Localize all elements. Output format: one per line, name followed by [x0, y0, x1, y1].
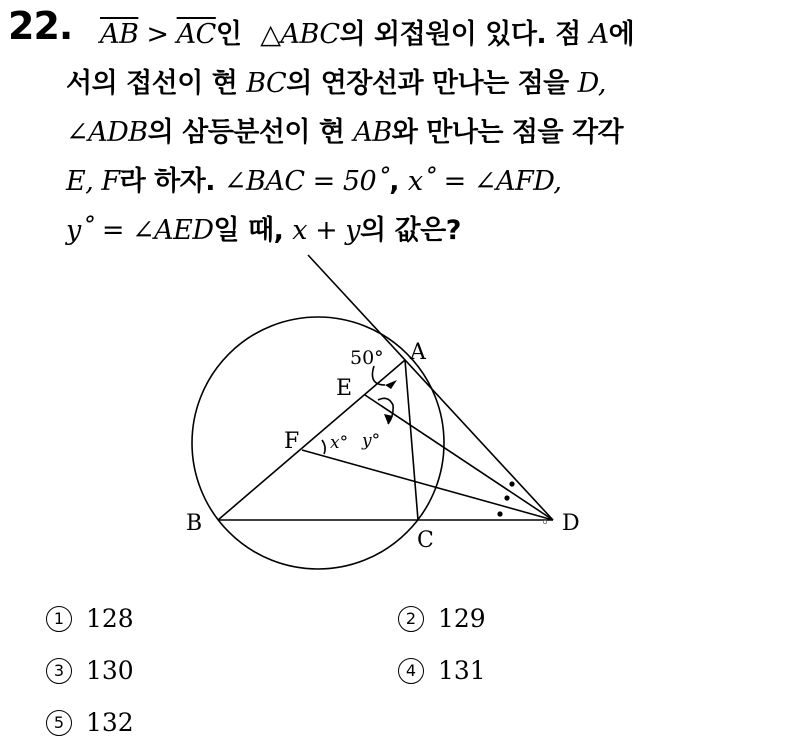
choice-5[interactable] — [46, 708, 134, 737]
label-c: C — [417, 528, 434, 553]
text: 인 — [215, 19, 251, 50]
choice-mark-5: 5 — [46, 710, 72, 736]
center-mark — [543, 520, 546, 523]
text: 일 때, — [213, 215, 293, 246]
angle-x-arc — [322, 440, 325, 454]
label-a: A — [410, 340, 426, 365]
label-e: E — [336, 376, 353, 401]
text: 서의 접선이 현 — [66, 68, 247, 99]
choice-4[interactable] — [398, 656, 486, 685]
angle-bac-eq: ∠BAC = 50˚ — [223, 166, 390, 197]
choice-value: 131 — [438, 656, 486, 685]
label-b: B — [186, 511, 203, 536]
text: 의 값은? — [360, 215, 461, 246]
point-a: A — [589, 19, 609, 50]
point-d: D, — [577, 68, 606, 99]
label-angle-50: 50° — [350, 347, 384, 369]
choice-value: 130 — [86, 656, 134, 685]
choice-value: 129 — [438, 604, 486, 633]
trisect-dot-3 — [497, 511, 502, 516]
choice-1[interactable] — [46, 604, 134, 633]
angle-y-arc — [378, 398, 393, 424]
choice-value: 128 — [86, 604, 134, 633]
choice-value: 132 — [86, 708, 134, 737]
chord-ac-line — [405, 360, 418, 520]
trisector-df — [302, 450, 553, 520]
choice-mark-2: 2 — [398, 606, 424, 632]
text: 의 연장선과 만나는 점을 — [286, 68, 578, 99]
label-angle-y: y° — [362, 431, 381, 451]
segment-ab: $\overline{AB}$ — [100, 19, 139, 50]
question-number: 22. — [8, 4, 73, 48]
angle-adb: ∠ADB — [66, 117, 148, 148]
greater-than: > — [138, 19, 177, 50]
circumcircle — [192, 317, 444, 569]
choice-3[interactable] — [46, 656, 134, 685]
label-f: F — [284, 429, 300, 454]
y-eq-aed: y˚ = ∠AED — [66, 215, 214, 246]
points-ef: E, F — [66, 166, 120, 197]
text: 의 외접원이 있다. 점 — [339, 19, 590, 50]
segment-ac: $\overline{AC}$ — [176, 19, 216, 50]
text: 라 하자. — [119, 166, 224, 197]
choice-2[interactable] — [398, 604, 486, 633]
x-plus-y: x + y — [292, 215, 361, 246]
chord-bc: BC — [246, 68, 287, 99]
label-angle-x: x° — [330, 433, 349, 453]
text: , — [389, 166, 408, 197]
chord-ab: AB — [353, 117, 392, 148]
x-eq-afd: x˚ = ∠AFD, — [407, 166, 562, 197]
text: 에 — [608, 19, 635, 50]
choice-mark-3: 3 — [46, 658, 72, 684]
trisect-dot-1 — [509, 481, 514, 486]
label-d: D — [562, 511, 580, 536]
choice-mark-4: 4 — [398, 658, 424, 684]
arrow-50-icon — [385, 380, 397, 389]
choice-mark-1: 1 — [46, 606, 72, 632]
text: 의 삼등분선이 현 — [147, 117, 354, 148]
triangle-abc: △ABC — [260, 19, 340, 50]
text: 와 만나는 점을 각각 — [391, 117, 624, 148]
trisect-dot-2 — [504, 495, 509, 500]
